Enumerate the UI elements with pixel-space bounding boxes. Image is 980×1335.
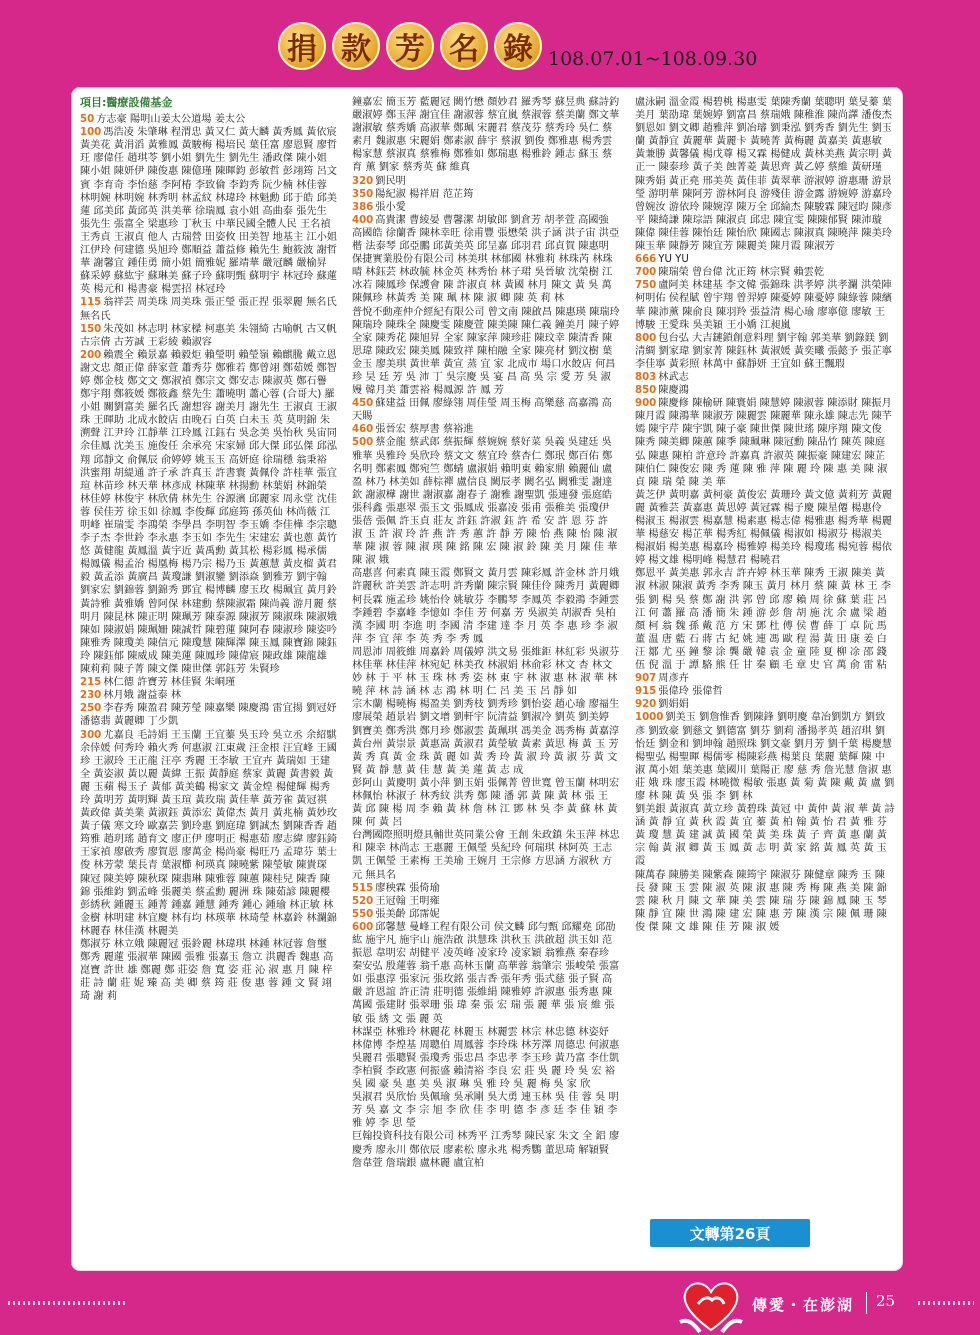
donation-entry	[352, 567, 620, 646]
donation-amount: 700	[635, 267, 657, 279]
donor-names: 劉美玉 劉詹惟香 劉陳鋒 劉明慶 韋冶劉凱方 劉致彥 劉致豪 劉慈文 劉德富 劉芬 劉莉 潘揚孝英 趙沼琪 劉怡廷 劉金和 劉坤翰 趙照珠 劉文豪 劉月芳 劉千葉 楊慶慧 楊聖弘 楊聖暉 楊儒零 楊陳彩燕 楊葉良 葉麗 葉輝 陳 中淑 萬小姐 葉美惠 葉國川 葉陽正 廖 慈 秀 詹光慧 詹淑 惠 莊 娥 珠 廖玉霞 林曉微 楊敏 張惠 黃 菊 黃 陳 戴 黃 盧 劉 廖 林 陳 黃 吳 張 李 劉 林	[635, 712, 895, 802]
donation-amount: 907	[635, 673, 657, 685]
donation-entry	[352, 201, 620, 214]
donation-entry	[635, 397, 895, 489]
donation-entry	[80, 296, 337, 322]
page-number: 25	[876, 1292, 896, 1310]
donation-amount: 150	[80, 323, 102, 335]
donor-names: 包台弘 大吉鏈鎖創意料理 劉宇翰 郭美華 劉錄鎂 劉清綢 劉家瑋 劉家菁 陳鈺林 黃淑媛 黃奕曦 張懿予 張芷寧 李佳寧 黃彩照 林萬中 蘇靜妍 王宜如 蘇王飄瑕	[635, 332, 892, 370]
donor-names: 鄭恩平 黃美惠 郭永吉 許卉婷 林玉華 陳秀 王淑 陳美 黃淑 林淑 陳淑 黃秀 李秀 陳玉 黃月 林月 蔡 陳 黃 林 王 李 張 劉 楊 吳 蔡 鄭 謝 洪 郭 曾 邱 廖 賴 周 徐 蘇 葉 莊 呂 江 何 蕭 羅 高 潘 簡 朱 鍾 游 彭 詹 胡 施 沈 余 盧 梁 趙 顏 柯 翁 魏 孫 戴 范 方 宋 鄧 杜 傅 侯 曹 薛 丁 卓 阮 馬 董 温 唐 藍 石 蔣 古 紀 姚 連 馮 歐 程 湯 黃 田 康 姜 白 汪 鄒 尤 巫 鐘 黎 涂 龔 嚴 韓 袁 金 童 陸 夏 柳 凃 邵 錢 伍 倪 溫 于 譚 駱 熊 任 甘 秦 顧 毛 章 史 官 萬 俞 雷 粘	[635, 568, 892, 672]
column-1	[80, 96, 337, 1261]
header	[0, 0, 980, 80]
donor-names: 巨翰投資科技有限公司 林秀平 江秀琴 陳民家 朱文 全 鋁 廖慶秀 廖永川 鄭依辰 廖素松 廖永兆 楊秀鸚 董思琦 解穎賢 詹韋萱 詹瑞銀 盧林麗 盧宜柏	[352, 1131, 620, 1169]
donation-entry	[352, 921, 620, 1026]
date-range: 108.07.01~108.09.30	[548, 48, 758, 70]
donation-amount: 1000	[635, 712, 664, 724]
donor-names: 陳慶鴻	[658, 385, 689, 397]
donation-entry	[635, 803, 895, 868]
donor-names: 張偉玲 張偉哲	[658, 686, 723, 698]
donor-names: 張小愛	[375, 201, 406, 213]
donation-entry	[635, 489, 895, 568]
column-3	[635, 96, 895, 1190]
donation-amount: 50	[80, 114, 95, 126]
donation-entry	[80, 729, 337, 939]
donation-amount: 800	[635, 332, 657, 344]
donation-entry	[352, 1091, 620, 1130]
donation-amount: 920	[635, 699, 657, 711]
donor-names: 陳瑞榮 曾台偉 沈正筠 林宗賢 賴雲乾	[658, 267, 825, 279]
donation-entry	[80, 323, 337, 349]
donation-entry	[635, 279, 895, 331]
donor-names: 方志豪 陽明山姜太公道場 姜太公	[96, 114, 246, 126]
footer-slogan: 傳愛・在澎湖	[752, 1296, 855, 1314]
donor-names: 劉民明	[375, 175, 406, 187]
donation-amount: 115	[80, 297, 102, 309]
donor-names: 高惠喜 何素真 陳玉霞 鄭賢文 黃月雲 陳彩鳳 許金林 許月娥 許麗秋 許美雲 許志明 許秀蘭 陳宗賢 陳佳伶 陳秀月 黃麗卿 柯長霖 施孟珍 姚怡伶 姚敏芬 李鵬琴 李鳳英 李毅鴻 李鍾雲 李鍾碧 李嘉峰 李憶如 李佳 芳 何嘉 芳 吳淑美 胡淑香 吳柏 漢 李國 明 李進 明 李國 清 李建 達 李 月 英 李 惠 珍 李 淑 萍 李 宜 萍 李 英 秀 李 秀 鳳	[352, 568, 620, 645]
donation-amount: 500	[352, 437, 374, 449]
donation-entry	[352, 895, 620, 908]
donor-names: 劉美銀 黃淑真 黃立珍 黃碧珠 黃冠 中 黃仲 黃 淑 華 黃 詩 涵 黃 靜 宜 黃 秋 霞 黃 宜 蓁 黃 柏 翰 黃 怡 君 黃 雅 芬 黃 瓊 慧 黃 建 誠 黃 國 榮 黃 美 珠 黃 子 齊 黃 惠 蘭 黃 宗 翰 黃 淑 卿 黃 玉 鳳 黃 志 明 黃 家 銘 黃 鳳 英 黃 玉 霞	[635, 804, 895, 868]
donation-entry	[352, 175, 620, 188]
donor-names: 盧泳嗣 溫金霞 楊碧桃 楊惠雯 葉陳秀蘭 葉聰明 葉旻蓁 葉美月 葉劭瑋 葉婉婷 劉富昌 蔡瑞娥 陳稚淮 陳尚譯 潘俊杰 劉恩如 劉文卿 趙雅萍 劉冶璿 劉秉泓 劉秀香 劉先生 劉玉蘭 黃靜宜 黃麗華 黃麗卡 黃曉菁 黃梅麗 黃嘉美 黃惠敏 黃兼勝 黃馨儀 楊戊尊 楊又霖 楊健成 黃林美燕 黃宗明 黃正一 陳泰珍 黃子美 蝕菁菱 黃思齊 黃乙婷 蔡維 黃研瑾 陳秀娟 黃正堯 邢美英 黃佳菲 黃翠華 游淑婷 游惠珊 游景瑩 游明華 陳阿芳 游林阿良 游殘佳 游金露 游婉婷 游嘉玲 曾婉汝 游依玲 陳婉淳 陳万全 邱綸杰 陳駿霖 陳冠昀 陳彥平 陳綺謙 陳琮語 陳淑貞 邱忠 陳宜雯 陳陳郁賢 陳沛璇 陳偉 陳佳蓉 陳怡廷 陳怡欣 陳國志 陳淑真 陳曉萍 陳美玲 陳玉華 陳靜芳 陳宜芳 陳麗美 陳月霞 陳淑芳	[635, 97, 892, 253]
donor-names: 劉娟娟	[658, 699, 689, 711]
donor-names: 張晉宏 蔡厚書 蔡裕進	[375, 424, 474, 436]
donor-names: 賴震全 賴景嘉 賴毅炬 賴瑩明 賴瑩嶺 賴麒騰 戴立恩 謝文忠 顏正偉 薛家萱 蕭秀芬 鄭雅若 鄭曾翊 鄭茹媛 鄭智婷 鄭金枝 鄭文文 鄭淑禎 鄭宗文 鄭安志 陳淑英 鄭石譽 鄭宇翔 鄭筱媛 鄭筱鑫 蔡先生 蕭曉明 蕭心蓉 (合哥大) 羅小姐 關劉富美 羅名氏 謝想容 謝美月 謝先生 王淑貞 王淑珠 王暉助 北成水餃店 由晚石 白英 白未玉 英 莫明錦 朱溯聲 江尹玲 江靜華 江玲鳳 江鈺右 吳念美 吳怡秋 吳宙同 余佳鳳 沈美玉 施俊任 余承亮 宋家婦 邱大傑 邱弘傑 邱泓翔 邱靜文 俞佩辰 俞婷婷 姚玉玉 高妍庭 徐瑞穩 翁秉裕 洪蜜翔 胡緹通 許子承 許真玉 許書寰 黃佩伶 許桂華 張宜瑄 林苗珍 林天華 林彥成 林陳華 林揚勳 林葉娟 林錦榮 林佳婷 林俊宇 林欣倩 林先生 谷源濱 邱麗家 周永堂 沈佳蓉 侯佳芳 徐玉如 徐鳳 李俊輝 邱庭筠 孫英仙 林尚薇 江明峰 崔瑞雯 李鴻榮 李學昌 李明智 李玉嬌 李佳樺 李宗聰 李子杰 李世鈴 李永惠 李玉如 李先生 宋建宏 黃也蔥 黃竹悠 黃健龍 黃鳳溫 黃宇近 黃禹勳 黃其松 楊彩鳳 楊承儒 楊鳳儀 楊孟治 楊凰梅 楊乃宗 楊乃玉 黃蕙慧 黃皮榴 黃君毅 黃孟添 黃廣昌 黃瓊謙 劉淑鑾 劉添焱 劉雅芳 劉宇翰 劉家宏 劉錦蓉 劉錦秀 鄧宜 楊博麟 廖玉玫 楊珮宜 黃月鈴 黃詩雅 黃雅嬌 曾阿保 林建勳 蔡陳淑霜 陳尚義 游月麗 蔡明月 陳昆林 陳正明 陳珮芳 陳泰源 陳淑芳 陳淑珠 陳淑娥 陳如 陳淑娟 陳珮姍 陳誠哲 陳碧蓮 陳阿春 陳淑珍 陳姿吟 陳雅秀 陳瓊美 陳信元 陳瓊慧 陳輝澤 陳玉鳳 陳寶錦 陳鈺玲 陳鈺郁 陳威成 陳美蓮 陳鳳珍 陳偉宸 陳政雄 陳龍雄 陳莉莉 陳子菁 陳文傑 陳世傑 郭鈺芳 朱賢珍	[80, 349, 337, 676]
donor-names: 朱茂如 林志明 林家樑 柯惠美 朱翎綺 古喻帆 古又帆 古宗倩 古芳誠 王彩綾 賴淑容	[80, 323, 337, 348]
donor-names: 陳萬春 陳勝美 陳紫森 陳筠宇 陳淑芬 陳健章 陳秀 玉 陳 長 發 陳 玉 雲 陳 淑 英 陳 淑 惠 陳 秀 梅 陳 燕 美 陳 錦 雲 陳 秋 月 陳 文 華 陳 美 雲 陳 瑞 芬 陳 錦 鳳 陳 玉 琴 陳 靜 宜 陳 世 鴻 陳 建 宏 陳 惠 芳 陳 漢 宗 陳 佩 珊 陳 俊 傑 陳 文 雄 陳 佳 芳 陳 淑 媛	[635, 869, 887, 933]
donation-amount: 460	[352, 424, 374, 436]
donor-names: 陳慶修 陳榆研 陳寰娟 陳慧婷 陳淑蓉 陳添財 陳振月 陳月霞 陳鴻華 陳淑芳 陳麗雲 陳麗華 陳永雄 陳志先 陳芊嫣 陳宇芹 陳宇凱 陳子豪 陳世傑 陳世瑤 陳序翔 陳文俊 陳秀 陳美卿 陳蕙 陳季 陳珮琳 陳冠勳 陳品竹 陳英 陳庭弘 陳惠 陳柏 許意玲 許嘉真 許淑英 陳振豪 陳建宏 陳芷 陳伯仁 陳俊宏 陳 秀 蓮 陳 雅 萍 陳 麗 玲 陳 惠 美 陳 淑 貞 陳 瑞 榮 陳 美 華	[635, 398, 892, 488]
donation-amount: 450	[352, 398, 374, 410]
donation-amount: 515	[352, 882, 374, 894]
donation-entry	[352, 423, 620, 436]
donor-names: 台灣國際照明燈具輔世英同業公會 王創 朱政鎮 朱玉萍 林忠和 陳幸 林尚志 王惠麗 王佩瑩 吳紀玲 何瑞琪 林阿英 王志凱 王佩瑩 王素梅 王美瑜 王婉月 王宗修 方思涵 方淑秋 方元 無具名	[352, 830, 620, 881]
donation-entry	[635, 332, 895, 371]
donation-entry	[635, 567, 895, 672]
donation-amount: 230	[80, 690, 102, 702]
donation-amount: 750	[635, 280, 657, 292]
title-char: 芳	[386, 22, 434, 70]
donation-entry	[352, 397, 620, 423]
column-2	[352, 96, 620, 1261]
donation-amount: 600	[352, 921, 374, 933]
title-char: 名	[440, 22, 488, 70]
donation-amount: 850	[635, 385, 657, 397]
donor-names: 黃芝伊 黃明嘉 黃柯豪 黃俊宏 黃珊玲 黃文億 黃莉芳 黃麗麗 黃雅芸 黃嘉惠 黃思婷 黃冠霖 楊子慶 陳星僊 楊惠伶 楊淑玉 楊淑雲 楊嘉慧 楊素惠 楊志偉 楊雅惠 楊秀華 楊麗華 楊慈安 楊芷華 楊秀紅 楊佩儀 楊淑如 楊淑芬 楊淑美 楊淑娟 楊美惠 楊嘉玲 楊雅婷 楊美玲 楊瓊瑤 楊宛蓉 楊依婷 楊文雄 楊明峰 楊慧君 楊曉君	[635, 489, 892, 567]
donor-names: 翁祥芸 周美珠 周美珠 張正瑩 張正捏 張翠麗 無名氏 無名氏	[80, 297, 337, 322]
donation-amount: 320	[352, 175, 374, 187]
donation-amount: 400	[352, 214, 374, 226]
title-char: 捐	[278, 22, 326, 70]
title-char: 錄	[494, 22, 542, 70]
donor-names: 吳淑君 吳欣怡 吳佩瑜 吳承剛 吳大勇 連玉林 吳 佳 蓉 吳 明 芳 吳 嘉 文 李 宗 旭 李 欣 佳 李 明 德 李 彥 廷 李 佳 穎 李 雅 婷 李 思 瑩	[352, 1092, 619, 1130]
donor-names: 林仁德 許寶芳 林佳賢 朱峒瑾	[103, 677, 236, 689]
donation-entry	[352, 96, 620, 175]
donation-entry	[352, 646, 620, 698]
donor-names: 張美齡 邱霈妮	[375, 908, 440, 920]
donation-amount: 300	[80, 729, 102, 741]
donation-entry	[635, 672, 895, 685]
donation-entry	[352, 698, 620, 777]
donation-entry	[352, 214, 620, 306]
donation-entry	[80, 689, 337, 702]
donation-entry	[80, 938, 337, 1003]
donor-names: 鄭淑芬 林立娥 陳麗冠 張鈴麗 林瑋琪 林鍾 林冠蓉 詹璽 鄭秀 麗蓮 張淑華 陳國 張雅 張嘉玉 詹立 洪麗香 魏惠 高崑寶 許世 雄 鄭麗 鄭 莊姿 詹 寬 姿 莊 沁 淑 惠 月 陳 梓 莊 詩 蘭 莊 妮 臻 高 美 卿 蔡 筠 莊 俊 惠 蓉 鍾 文 賢 翊 琦 謝 莉	[80, 939, 334, 1003]
column-2-entries	[352, 96, 620, 1170]
donation-entry	[635, 685, 895, 698]
donor-names: 宗木蘭 楊曉梅 楊盈美 劉秀枝 劉秀珍 劉怡姿 趙心瑜 廖福生 廖展榮 趙景岩 劉文增 劉軒宇 阮清益 劉淑冷 劉英 劉美婷 劉寶美 鄭秀洪 鄭月珍 鄭淑雲 黃珮琪 馮美金 馮秀梅 黃嘉淳 黃台州 黃崇景 黃惠嵩 黃淑君 黃瑩敏 黃素 黃思 梅 黃 玉 芳 黃 秀 真 黃 金 珠 黃 麗 如 黃 秀 玲 黃 淑 玲 黃 淑 芬 黃 文 賢 黃 靜 慧 黃 佳 慧 黃 美 蓮 黃 志 成	[352, 699, 620, 776]
donor-names: 陽紀淑 楊祥眉 范芷筠	[375, 188, 474, 200]
donation-amount: 915	[635, 686, 657, 698]
donor-list-panel	[72, 88, 902, 1270]
donor-names: 邱馨慧 曼峰工程有限公司 侯文麟 邱勻甄 邱耀堯 邱劭紘 施宇凡 施宇山 施浩啟 洪慧珠 洪秋玉 洪啟超 洪玉如 范振恩 韋明宏 胡健平 凌英峰 凌家玲 凌家穎 翁雅燕 秦春珍 秦安弘 殷蓮蓉 翁千惠 高林玉蘭 高華蓉 翁肇宗 張峻榮 張富如 張惠淳 張家沅 張玫銘 張吉香 張年秀 張式慈 張子賢 高嚴 許恩誼 許正清 莊明德 張維絹 陳雅婷 許淑惠 張秀惠 陳 萬國 張建財 張翠珊 張 瑋 秦 張 宏 瑞 張 麗 華 張 宸 維 張 敏 張 綉 文 張 麗 英	[352, 921, 620, 1025]
donation-entry	[352, 1026, 620, 1091]
donation-amount: 386	[352, 201, 374, 213]
donor-names: 廖秧霖 張倚瑜	[375, 882, 440, 894]
donor-names: 林武志	[658, 371, 689, 383]
donation-entry	[80, 676, 337, 689]
donation-entry	[352, 188, 620, 201]
donation-entry	[352, 908, 620, 921]
donor-names: 普悅不動產仲介經紀有限公司 曾文南 陳啟昌 陳惠瑛 陳瑞玲 陳瑞玲 陳珠全 陳慶雯 陳慶萱 陳美陳 陳仁義 鐘美月 陳子婷 全家 陳秀花 陳旭昇 全家 陳家萍 陳珍莊 陳玟幸 陳清香 陳思瑋 陳政宏 陳美鳳 陳致祥 陳柏融 全家 陳亮材 劉汶樹 葉金玉 廖美琪 黃世華 黃宣 蒸 宜 家 北成市 場口水餃店 何昌 珍 昊 廷 芳 吳 沛 丁 吳宗慶 吳 宴 昌 高 吳 宗 愛 芳 吳 淑 嫚 韓月美 蕭雲裕 楊鳳源 許 鳳 芳	[352, 306, 620, 397]
donor-names: 林謀亞 林雅玲 林麗花 林麗玉 林麗雲 林宗 林忠德 林姿妤 林偉博 李煌基 周聰伯 周鳳蓉 李玲珠 林芳澤 周德忠 何淑惠 吳麗君 張聰賢 張瓊秀 張忠昌 李忠孝 李玉珍 黃乃富 李仕凱 李柏賢 李政憲 何振盛 賴清裕 李良 宏 莊 吳 麗 玲 吳 宏 裕 吳 國 豪 吳 惠 美 吳 淑 琳 吳 雅 玲 吳 麗 梅 吳 家 欣	[352, 1026, 620, 1091]
donation-entry	[635, 253, 895, 266]
donation-entry	[80, 702, 337, 728]
continued-page-badge[interactable]: 文轉第26頁	[650, 1219, 810, 1247]
donation-entry	[352, 436, 620, 567]
donation-amount: 250	[80, 703, 102, 715]
donation-entry	[635, 384, 895, 397]
donor-names: 尤嘉良 毛詩娟 王玉蘭 王宜蓁 吳玉玲 吳立丞 余紹騏 余倖媛 何秀玲 賴火秀 何惠淑 江東歲 汪金根 汪宜峰 王國珍 王淑玲 王正龍 汪亭 秀麗 王李敏 王宜卉 黃瑞如 王建全 黃姿淑 黃以麗 黃緯 王振 黃靜庭 蔡家 黃麗 黃書毅 黃麗 玉蘋 楊玉子 黃郁 黃美鶴 楊家文 黃金煌 楊健輝 楊秀玲 黃明芳 黃明輝 黃玉瑄 黃玫瑞 黃佳華 黃芳雀 黃冠祺 黃政偉 黃美業 黃淑鈺 黃添宏 黃偉杰 黃月 黃兆楠 黃妙玫 黃子儀 寒文玲 歐嘉芸 劉玲惠 劉庭瑋 劉誠杰 劉陳香香 趙筠雅 趙玥瑤 趙育文 廖正伊 廖明正 楊惠茹 廖志緯 廖鈺錡 王家禎 廖啟秀 廖賀恩 廖萬金 楊尚豪 楊旺乃 孟瑋芬 葉士俊 林芳蒙 葉長青 葉淑櫛 柯瑛真 陳曉紫 陳瑩敏 陳貴琛 陳冠 陳美婷 陳秋琛 陳翡琳 陳雅蓉 陳蕙 陳桂兒 陳香 陳錦 張維鈞 劉孟峰 張麗美 蔡孟勳 麗洲 珠 陳茹諺 陳麗櫻 彭綉秋 鍾麗玉 鍾菁 鍾嘉 鍾慧 鍾秀 鍾心 鍾瑜 林正敏 林金樹 林明建 林宜慶 林有均 林瑛華 林琦瑩 林嘉鈴 林瀾錦 林麗春 林佳漢 林麗美	[80, 729, 337, 937]
donation-entry	[635, 869, 895, 934]
title	[278, 22, 542, 70]
donor-names: 高貴潔 曹綾晏 曹馨潔 胡敏郎 劉倉芳 胡孝萱 高國強 高國皓 徐蘭香 陳林幸旺 徐甫豐 張懋榮 洪子涵 洪子宙 洪亞楷 法泰琴 邱亞鵬 邱黃美英 邱呈嘉 邱羽君 邱貞賀 陳惠明 保捷實業股份有限公司 林美琪 林郁國 林雅莉 林珠芮 林珠晴 林鈺芸 林政毓 林金英 林秀怡 林子珺 吳晉敏 沈榮樹 江冰若 陳鳳珍 保護會 陳 許淑貞 林 黃國 林月 陳文 黃 吳 萬 陳佩珍 林黃秀 美 陳 珮 林 陳 淑 卿 陳 英 莉 林	[352, 214, 620, 305]
title-char: 款	[332, 22, 380, 70]
donor-names: 王冠翰 王明雍	[375, 895, 440, 907]
donor-names: 李春秀 陳盈君 陳芳瑩 陳嘉樂 陳慶鴻 雷宜揚 劉冠妤 潘德翡 黃麗卿 丁少凱	[80, 703, 337, 728]
donor-names: 彭阿山 黃慶明 黃小萍 劉玉娟 張佩菁 曾世寬 曾玉蘭 林明宏 林佩怡 林淑子 林秀紋 洪秀 鄭 陳 潘 郭 黃 陳 黃 林 張 王 黃 邱 陳 楊 周 李 賴 黃 林 詹 林 江 鄧 林 吳 李 黃 蘇 林 黃 陳 何 黃 呂	[352, 777, 620, 829]
donor-names: 蔡金龍 蔡武郎 蔡振輝 蔡婉婉 蔡好菜 吳義 吳建廷 吳雅華 吳雅玲 吳欣玲 蔡文文 蔡宜玲 蔡杏仁 鄭珉 鄭百佑 鄭名明 鄭素鳳 鄭宛竺 鄭蜻 盧淑娟 賴明東 賴家鼎 賴麗仙 盧盈 林乃 林美如 薛棕禪 盧信良 闕辰孝 闕名弘 闕雅雯 謝達欽 謝淑樺 謝世 謝淑嘉 謝春子 謝雅 謝聖凱 張連發 張庭皓 張科鑫 張惠翠 張玉文 張鳳成 張嘉凌 張甫 張稚美 張瓊伊 張蓓 張佩 許玉貞 莊友 許鈺 許淑 鈺 許 希 安 許 恩 芬 許 淑 玉 許 淑 玲 許 燕 許 秀 蕙 許 靜 芳 陳 怡 燕 陳 怡 陳 淑 華 陳 淑 蓉 陳 淑 瑛 陳 銘 陳 宏 陳 淑 鈴 陳 美 月 陳 佳 華 陳 淑 娥	[352, 437, 618, 567]
donation-entry	[635, 711, 895, 803]
donation-amount: 350	[352, 188, 374, 200]
donation-amount: 900	[635, 398, 657, 410]
donor-names: 周彥卉	[658, 673, 689, 685]
donation-amount: 550	[352, 908, 374, 920]
donation-entry	[80, 126, 337, 296]
column-3-entries	[635, 96, 895, 934]
donation-amount: 666	[635, 254, 657, 266]
donor-names: 蘇建益 田佩 廖綠翎 周佳瑩 周玉梅 高樂慈 高嘉鴻 高天賜	[352, 398, 612, 423]
donor-names: YU YU	[658, 254, 689, 266]
donation-entry	[80, 113, 337, 126]
decorative-dots	[918, 1301, 974, 1305]
decorative-dots	[8, 1301, 128, 1305]
footer	[0, 1270, 980, 1335]
donation-entry	[352, 1130, 620, 1169]
donation-amount: 803	[635, 371, 657, 383]
footer-divider	[866, 1292, 867, 1314]
donor-names: 馮浩凌 朱肇琳 程渭忠 黃又仁 黃大麟 黃秀鳳 黃依宸 黃美花 黃涓滔 黃雅鳳 黃駿梅 楊培民 葉任富 廖恩賢 廖哲玨 廖偉任 趙琪苓 劉小姐 劉先生 劉先生 潘政傑 陳小姐 陳小姐 陳妍伊 陳俊惠 陳億瑾 陳暉鈞 彭敏哲 彭翊筠 呂文賓 李育奇 李怡慈 李阿椿 李致倫 李鈞秀 阮少楠 林佳蓉 林明婉 林明婉 林秀明 林孟紋 林瑋玲 林魁勳 邱于皓 邱美蓮 邱美邱 黃邱英 洪美華 徐瑞鳳 袁小姐 高曲泰 張先生 張先生 張富全 梁惠珍 丁秋玉 中華民國全體人民 王名禎 王秀貞 王淑貞 他人 古瑞營 田姿攸 田美智 地基主 江小姐 江伊玲 何建德 吳旭玲 鄭順益 蕭益修 賴先生 鮑筱波 謝哲華 謝馨宜 鍾佳勇 簡小姐 簡雅妮 羅靖華 嚴冠麟 嚴榆昇 蘇采婷 蘇紘宇 蘇琳美 蘇子玲 蘇明甄 蘇明宇 林冠玲 蘇蓮英 楊元和 楊書豪 楊雲招 林冠玲	[80, 127, 337, 296]
donation-amount: 215	[80, 677, 102, 689]
donation-amount: 100	[80, 127, 102, 139]
donation-amount: 200	[80, 349, 102, 361]
donor-names: 林月娥 謝益泰 林	[103, 690, 182, 702]
donation-entry	[352, 306, 620, 398]
donation-entry	[352, 829, 620, 881]
donor-names: 盧阿美 林建基 李文韓 張錦珠 洪孝婷 洪孝瀾 洪榮陣 柯明佑 侯程賦 曾宇翔 曾羿婷 陳憂婷 陳憂婷 陳綠蓉 陳繽華 陳沛薰 陳俞良 陳羽羚 張益清 楊心瑜 廖寧億 廖敏 王博駿 王愛珠 吳美穎 王小嬌 江昶嵐	[635, 280, 892, 331]
donation-entry	[635, 266, 895, 279]
donor-names: 周恩沛 周筱維 周嘉鈴 周儀婷 洪文易 張維鉅 林紅彩 吳淑芬 林佳華 林佳萍 林宛妃 林美孜 林淑娟 林俞彩 林文 杏 林文 妙 林 于 平 林 玉 珠 林 秀 姿 林 東 宇 林 淑 惠 林 淑 華 林 曉 萍 林 詩 涵 林 志 鴻 林 明 仁 呂 美 玉 呂 靜 如	[352, 646, 620, 698]
column-1-entries	[80, 113, 337, 1003]
donation-entry	[635, 698, 895, 711]
donation-entry	[352, 777, 620, 829]
donation-entry	[635, 371, 895, 384]
heart-hands-logo	[676, 1274, 746, 1335]
donor-names: 鐘嘉宏 簡玉芳 藍麗冠 闕竹懋 顏妙君 羅秀琴 蘇昱典 蘇詩釣 嚴淑婷 鄭玉萍 謝宜佳 謝淑蓉 蔡宜嵐 蔡淑蓉 蔡美蘭 鄭文華 謝淑敏 蔡秀嬌 高淑華 鄭珮 宋麗君 蔡茂芬 蔡秀玲 吳仁 蔡素月 魏淑惠 宋麗娟 鄭素淑 薛宇 蔡淑 劉俊 鄭雅惠 楊秀雲 楊家慧 蔡淑真 蔡雅梅 鄭雅如 鄭瑞惠 楊雅鈴 鍾志 蘇玉 蔡育 薰 劉家 蔡秀英 蘇 維真	[352, 97, 620, 174]
section-title: 項目:醫療設備基金	[80, 96, 173, 109]
donation-entry	[80, 349, 337, 676]
donation-entry	[635, 96, 895, 253]
donation-amount: 520	[352, 895, 374, 907]
donation-entry	[352, 882, 620, 895]
